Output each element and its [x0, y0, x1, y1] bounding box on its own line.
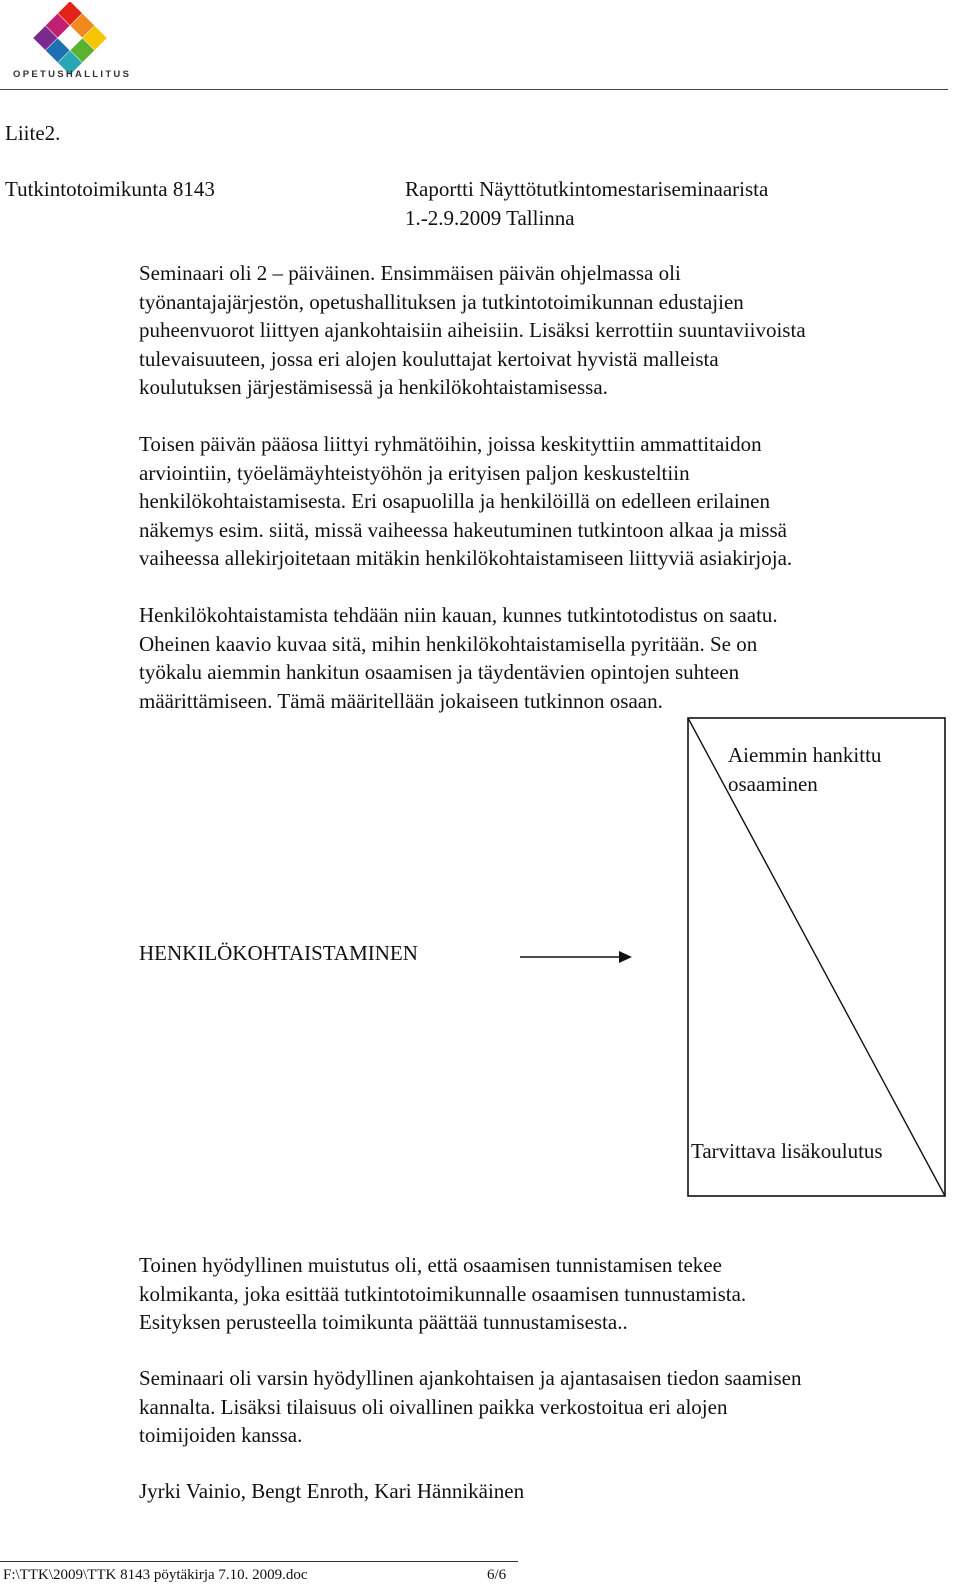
footer-page-number: 6/6 [487, 1567, 507, 1583]
paragraph-recognition [139, 1251, 746, 1337]
text-line: koulutuksen järjestämisessä ja henkilökohtaistamisessa. [139, 375, 608, 400]
committee-name: Tutkintotoimikunta 8143 [5, 177, 215, 201]
diagram-left-label: HENKILÖKOHTAISTAMINEN [139, 941, 418, 965]
text-line: työkalu aiemmin hankitun osaamisen ja täydentävien opintojen suhteen [139, 660, 740, 685]
text-line: vaiheessa allekirjoitetaan mitäkin henkilökohtaistamiseen liittyviä asiakirjoja. [139, 546, 793, 571]
appendix-label: Liite2. [5, 121, 61, 145]
text-line: Henkilökohtaistamista tehdään niin kauan, kunnes tutkintotodistus on saatu. [139, 603, 778, 627]
logo-wordmark: OPETUSHALLITUS [13, 69, 132, 80]
text-line: työnantajajärjestön, opetushallituksen ja tutkintotoimikunnan edustajien [139, 289, 744, 314]
text-line: Toisen päivän pääosa liittyi ryhmätöihin, joissa keskityttiin ammattitaidon [139, 432, 762, 456]
text-line: Seminaari oli 2 – päiväinen. Ensimmäisen päivän ohjelmassa oli [139, 261, 681, 285]
text-line: Toinen hyödyllinen muistutus oli, että osaamisen tunnistamisen tekee [139, 1253, 722, 1277]
text-line: Seminaari oli varsin hyödyllinen ajankohtaisen ja ajantasaisen tiedon saamisen [139, 1366, 802, 1390]
text-line: kolmikanta, joka esittää tutkintotoimikunnalle osaamisen tunnustamista. [139, 1281, 747, 1306]
text-line: määrittämiseen. Tämä määritellään jokaiseen tutkinnon osaan. [139, 688, 663, 713]
text-line: toimijoiden kanssa. [139, 1423, 303, 1448]
report-title-line2: 1.-2.9.2009 Tallinna [405, 206, 575, 230]
text-line: puheenvuorot liittyen ajankohtaisiin aiheisiin. Lisäksi kerrottiin suuntaviivoista [139, 318, 806, 343]
text-line: tulevaisuuteen, jossa eri alojen kouluttajat kertoivat hyvistä malleista [139, 346, 719, 371]
diagram-top-label-line2: osaaminen [728, 772, 818, 796]
diagram-top-label-line1: Aiemmin hankittu [728, 743, 882, 767]
text-line: kannalta. Lisäksi tilaisuus oli oivallinen paikka verkostoitua eri alojen [139, 1394, 728, 1419]
text-line: näkemys esim. siitä, missä vaiheessa hakeutuminen tutkintoon alkaa ja missä [139, 517, 787, 542]
footer-file-path: F:\TTK\2009\TTK 8143 pöytäkirja 7.10. 2009.doc [3, 1567, 308, 1583]
report-title-line1: Raportti Näyttötutkintomestariseminaarista [405, 177, 769, 201]
diagram-bottom-label: Tarvittava lisäkoulutus [691, 1139, 883, 1163]
paragraph-conclusion [139, 1364, 801, 1450]
text-line: henkilökohtaistamisesta. Eri osapuolilla ja henkilöillä on edelleen erilainen [139, 489, 770, 514]
text-line: Esityksen perusteella toimikunta päättää tunnustamisesta.. [139, 1310, 628, 1335]
text-line: Oheinen kaavio kuvaa sitä, mihin henkilökohtaistamisella pyritään. Se on [139, 631, 758, 656]
footer-divider [0, 1561, 518, 1562]
signatures: Jyrki Vainio, Bengt Enroth, Kari Hännikäinen [139, 1479, 525, 1503]
text-line: arviointiin, työelämäyhteistyöhön ja erityisen paljon keskusteltiin [139, 460, 690, 485]
arrow-right-icon [619, 951, 632, 963]
